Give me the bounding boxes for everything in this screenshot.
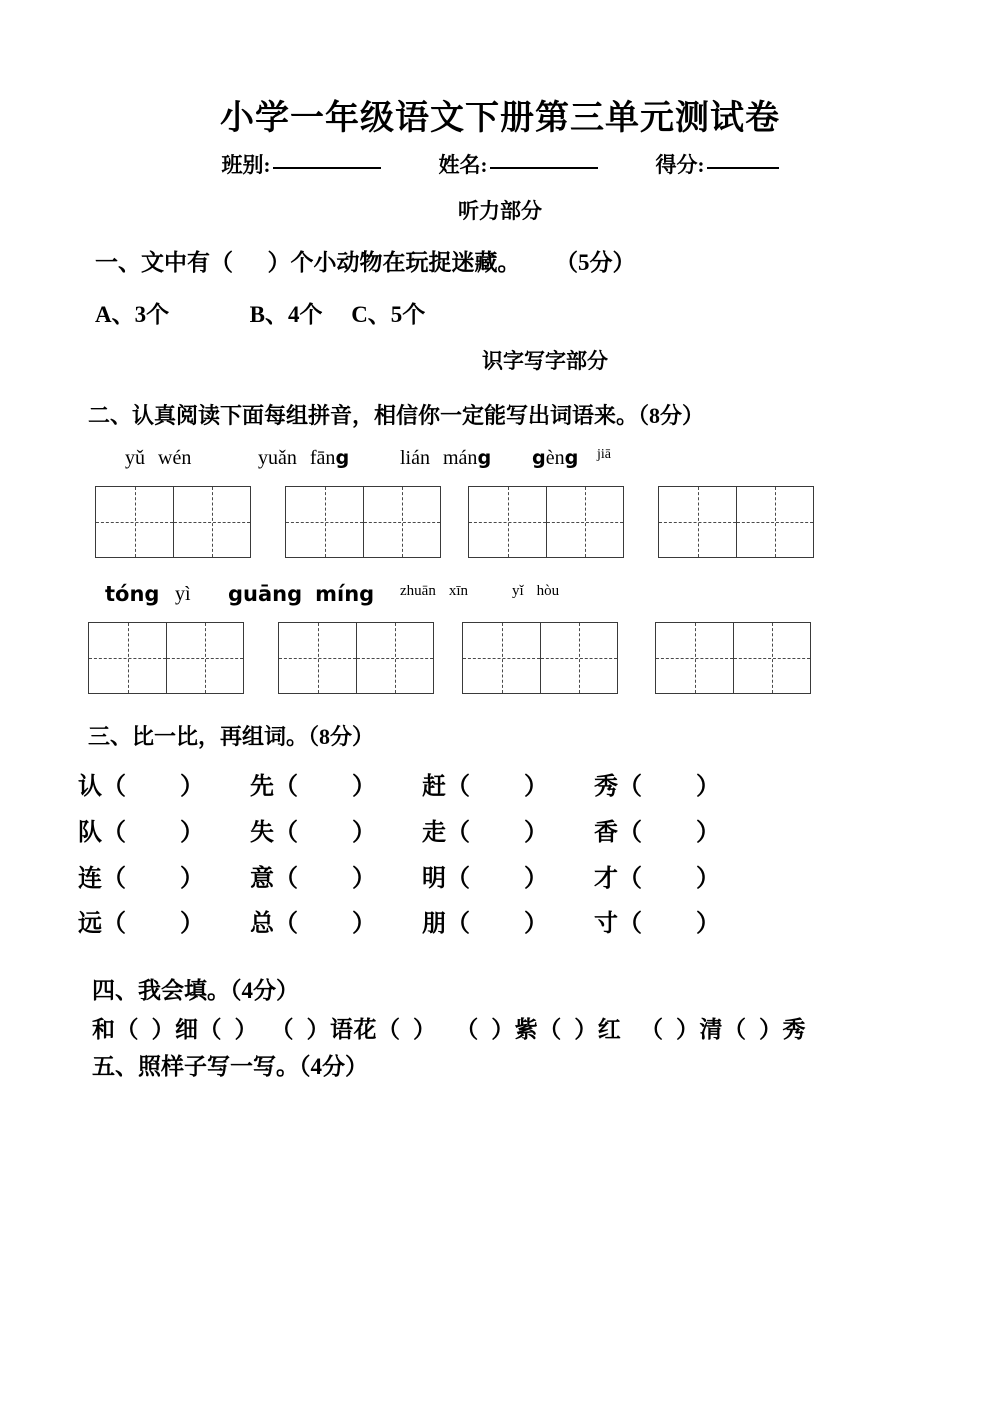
question-3-rows <box>0 765 1000 947</box>
pinyin-group <box>400 584 468 599</box>
tianzige-cell[interactable] <box>89 623 166 693</box>
pinyin-syllable: máng <box>443 446 492 470</box>
tianzige-box[interactable] <box>658 486 814 558</box>
compose-word-row[interactable] <box>0 857 1000 903</box>
compose-word-item[interactable]: 连（ ） <box>78 865 204 892</box>
compose-word-item[interactable]: 明（ ） <box>422 865 548 892</box>
tianzige-box[interactable] <box>655 622 811 694</box>
compose-word-row[interactable] <box>0 765 1000 811</box>
pinyin-group <box>512 584 559 599</box>
compose-word-item[interactable]: 意（ ） <box>250 865 376 892</box>
tianzige-box[interactable] <box>88 622 244 694</box>
tianzige-cell[interactable] <box>173 487 250 557</box>
question-1-options[interactable]: A、3个 B、4个 C、5个 <box>95 302 426 328</box>
question-1-text: 一、文中有（ ）个小动物在玩捉迷藏。 （5分） <box>95 250 636 276</box>
tianzige-cell[interactable] <box>166 623 243 693</box>
tianzige-box[interactable] <box>285 486 441 558</box>
tianzige-box[interactable] <box>462 622 618 694</box>
compose-word-row[interactable] <box>0 902 1000 948</box>
question-4-line[interactable]: 和（ ）细（ ） （ ）语花（ ） （ ）紫（ ）红 （ ）清（ ）秀 <box>92 1016 806 1042</box>
grid-row-1 <box>0 486 1000 558</box>
tianzige-cell[interactable] <box>279 623 356 693</box>
field-class-rule[interactable] <box>273 166 381 169</box>
tianzige-cell[interactable] <box>736 487 813 557</box>
pinyin-group <box>228 584 374 605</box>
question-5-heading: 五、照样子写一写。（4分） <box>92 1053 368 1079</box>
pinyin-group <box>175 584 191 604</box>
part-title-literacy: 识字写字部分 <box>482 349 608 374</box>
pinyin-group <box>400 448 491 468</box>
compose-word-item[interactable]: 才（ ） <box>594 865 720 892</box>
compose-word-item[interactable]: 秀（ ） <box>594 774 720 801</box>
pinyin-syllable: xīn <box>448 583 468 600</box>
pinyin-syllable: yǔ <box>125 447 145 470</box>
compose-word-item[interactable]: 总（ ） <box>250 911 376 938</box>
question-3-heading: 三、比一比，再组词。（8分） <box>88 724 375 750</box>
grid-row-2 <box>0 622 1000 694</box>
pinyin-row-2 <box>0 584 1000 618</box>
compose-word-item[interactable]: 先（ ） <box>250 774 376 801</box>
compose-word-item[interactable]: 认（ ） <box>78 774 204 801</box>
question-4-heading: 四、我会填。（4分） <box>92 977 299 1003</box>
tianzige-cell[interactable] <box>540 623 617 693</box>
tianzige-cell[interactable] <box>363 487 440 557</box>
pinyin-syllable: yuǎn <box>258 447 297 470</box>
compose-word-item[interactable]: 远（ ） <box>78 911 204 938</box>
field-name-rule[interactable] <box>490 166 598 169</box>
tianzige-box[interactable] <box>95 486 251 558</box>
tianzige-cell[interactable] <box>733 623 810 693</box>
field-name-label: 姓名: <box>438 153 488 178</box>
pinyin-syllable: wén <box>158 447 192 470</box>
pinyin-syllable: gèng <box>532 446 579 470</box>
pinyin-syllable: yì <box>175 583 191 606</box>
pinyin-syllable: lián <box>400 447 430 470</box>
tianzige-box[interactable] <box>278 622 434 694</box>
compose-word-item[interactable]: 赶（ ） <box>422 774 548 801</box>
compose-word-item[interactable]: 寸（ ） <box>594 911 720 938</box>
field-score-label: 得分: <box>655 153 705 178</box>
pinyin-syllable: tóng <box>105 582 160 607</box>
pinyin-group <box>125 448 191 468</box>
pinyin-syllable: yǐ <box>512 583 524 600</box>
tianzige-cell[interactable] <box>469 487 546 557</box>
field-name[interactable] <box>439 149 598 179</box>
pinyin-syllable: hòu <box>536 583 560 600</box>
tianzige-cell[interactable] <box>463 623 540 693</box>
pinyin-row-1 <box>0 448 1000 482</box>
tianzige-box[interactable] <box>468 486 624 558</box>
field-score[interactable] <box>656 149 779 179</box>
pinyin-group <box>105 584 159 605</box>
page-title: 小学一年级语文下册第三单元测试卷 <box>220 100 780 137</box>
header-fields <box>0 149 1000 179</box>
compose-word-row[interactable] <box>0 811 1000 857</box>
field-class[interactable] <box>222 149 381 179</box>
compose-word-item[interactable]: 失（ ） <box>250 820 376 847</box>
tianzige-cell[interactable] <box>356 623 433 693</box>
pinyin-group <box>597 448 611 462</box>
compose-word-item[interactable]: 香（ ） <box>594 820 720 847</box>
pinyin-group <box>258 448 349 468</box>
question-2-heading: 二、认真阅读下面每组拼音，相信你一定能写出词语来。（8分） <box>88 403 705 429</box>
tianzige-cell[interactable] <box>96 487 173 557</box>
field-class-label: 班别: <box>221 153 271 178</box>
pinyin-syllable: jiā <box>597 447 611 463</box>
tianzige-cell[interactable] <box>656 623 733 693</box>
compose-word-item[interactable]: 队（ ） <box>78 820 204 847</box>
pinyin-group <box>532 448 578 468</box>
pinyin-syllable: zhuān <box>400 583 436 600</box>
tianzige-cell[interactable] <box>546 487 623 557</box>
tianzige-cell[interactable] <box>286 487 363 557</box>
compose-word-item[interactable]: 走（ ） <box>422 820 548 847</box>
field-score-rule[interactable] <box>707 166 779 169</box>
tianzige-cell[interactable] <box>659 487 736 557</box>
pinyin-syllable: fāng <box>309 446 350 470</box>
pinyin-syllable: míng <box>315 582 375 607</box>
pinyin-syllable: guāng <box>228 582 303 607</box>
compose-word-item[interactable]: 朋（ ） <box>422 911 548 938</box>
part-title-listening: 听力部分 <box>458 199 542 224</box>
